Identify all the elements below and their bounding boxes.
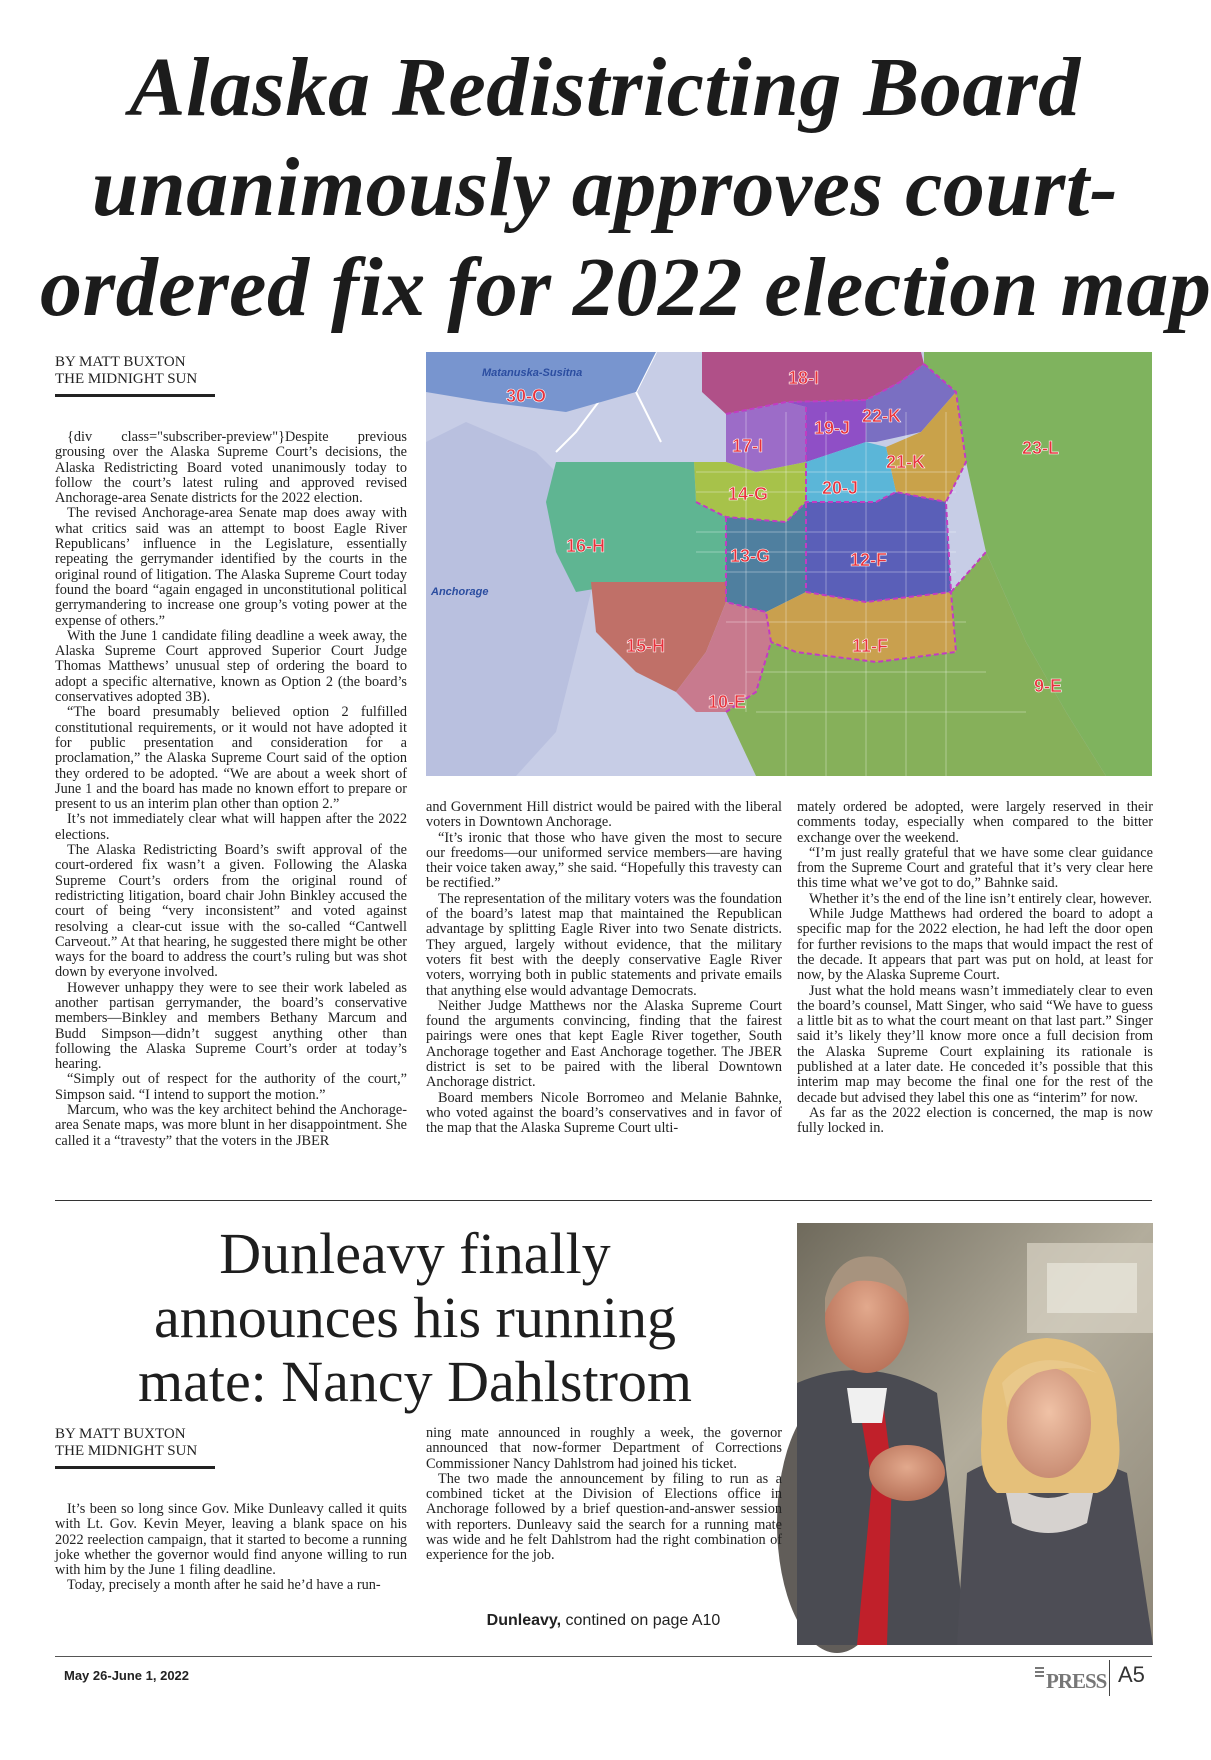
- district-label-20-J: 20-J: [822, 478, 859, 498]
- paragraph: ning mate announced in roughly a week, the governor announced that now-former Department of Corrections Commissioner Nancy Dahlstrom had joined his ticket.: [426, 1425, 782, 1472]
- paragraph: Neither Judge Matthews nor the Alaska Supreme Court found the arguments convincing, finding that the fairest pairings were ones that kept Eagle River together, South Anchorage together and East Anchorage together. The JBER district is set to be paired with the liberal Downtown Anchorage district.: [426, 997, 782, 1091]
- paragraph: Just what the hold means wasn’t immediately clear to even the board’s counsel, Matt Singer, who said “We have to guess a little bit as to what the court meant on that last part.” Singer said it’s likely they’ll know more once a full decision from the Alaska Supreme Court explaining its rationale is published at a later date. He conceded it’s possible that this interim map may become the final one for the rest of the decade but advised they label this one as “interim” for now.: [797, 982, 1153, 1106]
- article-column-3: [797, 800, 1153, 1137]
- district-label-21-K: 21-K: [886, 452, 926, 472]
- paragraph: While Judge Matthews had ordered the board to adopt a specific map for the 2022 election, he had left the door open for further revisions to the maps that would impact the rest of the decade. It appears that part was put on hold, at least for now, by the Alaska Supreme Court.: [797, 906, 1153, 984]
- district-label-10-E: 10-E: [708, 692, 747, 712]
- logo-text: PRESS: [1046, 1669, 1107, 1693]
- paragraph: Today, precisely a month after he said he’d have a run-: [67, 1577, 381, 1594]
- district-label-18-I: 18-I: [788, 368, 820, 388]
- district-label-15-H: 15-H: [626, 636, 666, 656]
- paragraph: The revised Anchorage-area Senate map does away with what critics said was an attempt to boost Eagle River Republicans’ influence in the Legislature, essentially repeating the gerrymander identified by the courts in the original round of litigation. The Alaska Supreme Court today found the board “again engaged in unconstitutional political gerrymandering to increase one group’s voting power at the expense of others.”: [55, 505, 407, 629]
- paragraph: Whether it’s the end of the line isn’t entirely clear, however.: [809, 890, 1152, 907]
- paragraph: It’s been so long since Gov. Mike Dunleavy called it quits with Lt. Gov. Kevin Meyer, leaving a blank space on his 2022 reelection campaign, that it started to become a running joke whether the governor would find anyone willing to run with him by the June 1 filing deadline.: [55, 1501, 407, 1579]
- paragraph: {div class="subscriber-preview"}Despite previous grousing over the Alaska Supreme Court’s decisions, the Alaska Redistricting Board voted unanimously today to follow the court’s latest ruling and approved revised Anchorage-area Senate districts for the 2022 election.: [55, 429, 407, 507]
- byline-author: BY MATT BUXTON: [55, 1426, 186, 1442]
- byline: [55, 354, 197, 388]
- district-label-11-F: 11-F: [852, 636, 889, 656]
- district-label-19-J: 19-J: [814, 418, 851, 438]
- headline-line: Alaska Redistricting Board: [129, 41, 1081, 134]
- footer-date: May 26-June 1, 2022: [64, 1668, 190, 1683]
- region-label-mat-su: Matanuska-Susitna: [482, 367, 583, 379]
- continued-note: [426, 1612, 781, 1630]
- paragraph: Board members Nicole Borromeo and Melanie Bahnke, who voted against the board’s conservatives and in favor of the map that the Alaska Supreme Court ulti-: [426, 1089, 782, 1137]
- district-label-14-G: 14-G: [728, 484, 769, 504]
- secondary-headline: [70, 1222, 760, 1414]
- continued-text: contined on page A10: [561, 1612, 721, 1629]
- district-area-12-F: [806, 492, 951, 602]
- headline-line: mate: Nancy Dahlstrom: [137, 1349, 693, 1414]
- section-divider: [55, 1200, 1152, 1201]
- footer-separator: [1109, 1660, 1110, 1696]
- district-label-22-K: 22-K: [862, 406, 902, 426]
- district-label-13-G: 13-G: [730, 546, 771, 566]
- byline-outlet: THE MIDNIGHT SUN: [55, 1443, 198, 1459]
- paragraph: “Simply out of respect for the authority of the court,” Simpson said. “I intend to support the motion.”: [55, 1071, 407, 1103]
- man-hands: [869, 1445, 945, 1501]
- byline-outlet: THE MIDNIGHT SUN: [55, 371, 198, 387]
- paragraph: mately ordered be adopted, were largely reserved in their comments today, especially when compared to the bitter exchange over the weekend.: [797, 799, 1153, 846]
- byline-2: [55, 1426, 197, 1460]
- news-photo: [797, 1223, 1153, 1645]
- paragraph: “It’s ironic that those who have given the most to secure our freedoms—our uniformed service members—are having their voice taken away,” she said. “Hopefully this travesty can be rectified.”: [426, 829, 782, 892]
- byline-rule: [55, 394, 215, 397]
- headline-line: Dunleavy finally: [219, 1221, 611, 1286]
- continued-name: Dunleavy,: [486, 1612, 562, 1629]
- page-number: A5: [1118, 1662, 1145, 1687]
- byline-author: BY MATT BUXTON: [55, 354, 186, 370]
- paragraph: With the June 1 candidate filing deadline a week away, the Alaska Supreme Court approved Superior Court Judge Thomas Matthews’ unusual step of ordering the board to adopt a specific alternative, known as Option 2 (the board’s conservatives adopted 3B).: [55, 627, 407, 706]
- paragraph: The two made the announcement by filing to run as a combined ticket at the Division of Elections office in Anchorage followed by a brief question-and-answer session with reporters. Dunleavy said the search for a running mate was wide and he felt Dahlstrom had the right combination of experience for the job.: [426, 1470, 782, 1564]
- district-label-16-H: 16-H: [566, 536, 606, 556]
- paragraph: and Government Hill district would be paired with the liberal voters in Downtown Anchorage.: [426, 799, 782, 831]
- paragraph: It’s not immediately clear what will happen after the 2022 elections.: [55, 811, 407, 843]
- paragraph: However unhappy they were to see their work labeled as another partisan gerrymander, the board’s conservative members—Binkley and members Bethany Marcum and Budd Simpson—didn’t suggest anything other than following the Alaska Supreme Court’s order at today’s hearing.: [55, 979, 407, 1073]
- district-label-30-O: 30-O: [506, 386, 547, 406]
- district-label-17-I: 17-I: [732, 436, 764, 456]
- paragraph: The Alaska Redistricting Board’s swift approval of the court-ordered fix wasn’t a given. Following the Alaska Supreme Court’s orders from the original round of redistricting litigation, board chair John Binkley accused the court of being “very inconsistent” and voted against resolving a clear-cut issue with the so-called “Cantwell Carveout.” At that hearing, he suggested there might be other ways for the board to address the court’s ruling but was shot down by everyone involved.: [55, 842, 407, 981]
- headline-line: unanimously approves court-: [91, 141, 1119, 234]
- paragraph: As far as the 2022 election is concerned, the map is now fully locked in.: [797, 1104, 1153, 1137]
- headline-line: announces his running: [154, 1285, 676, 1350]
- paragraph: “I’m just really grateful that we have some clear guidance from the Supreme Court and grateful that it’s very clear here this time what we’ve got to do,” Bahnke said.: [797, 844, 1153, 892]
- paragraph: Marcum, who was the key architect behind the Anchorage-area Senate maps, was more blunt in her disappointment. She called it a “travesty” that the voters in the JBER: [55, 1102, 407, 1149]
- paragraph: The representation of the military voters was the foundation of the board’s latest map that maintained the Republican advantage by splitting Eagle River into two Senate districts. They argued, largely without evidence, that the military voters fit best with the deeply conservative Eagle River voters, worrying both in public statements and private emails that anything else would advantage Democrats.: [426, 890, 782, 999]
- headline: [40, 38, 1211, 338]
- headline-line: ordered fix for 2022 election map: [40, 241, 1211, 334]
- press-logo: [1035, 1664, 1107, 1693]
- article2-column-2: [426, 1426, 782, 1564]
- footer-rule: [55, 1656, 1152, 1657]
- district-label-12-F: 12-F: [850, 550, 888, 570]
- district-label-23-L: 23-L: [1022, 438, 1060, 458]
- district-label-9-E: 9-E: [1034, 676, 1063, 696]
- article-column-2: [426, 800, 782, 1137]
- paragraph: “The board presumably believed option 2 fulfilled constitutional requirements, or it would not have adopted it for public presentation and consideration for a proclamation,” the Alaska Supreme Court said of the option they ordered to be adopted. “We are about a week short of June 1 and the board has made no known effort to prepare or present to us an interim plan other than option 2.”: [55, 704, 407, 813]
- district-map: [426, 352, 1152, 776]
- article-column-1: [55, 430, 407, 1149]
- region-label-anchorage: Anchorage: [431, 586, 489, 598]
- byline-rule: [55, 1466, 215, 1469]
- article2-column-1: [55, 1502, 407, 1594]
